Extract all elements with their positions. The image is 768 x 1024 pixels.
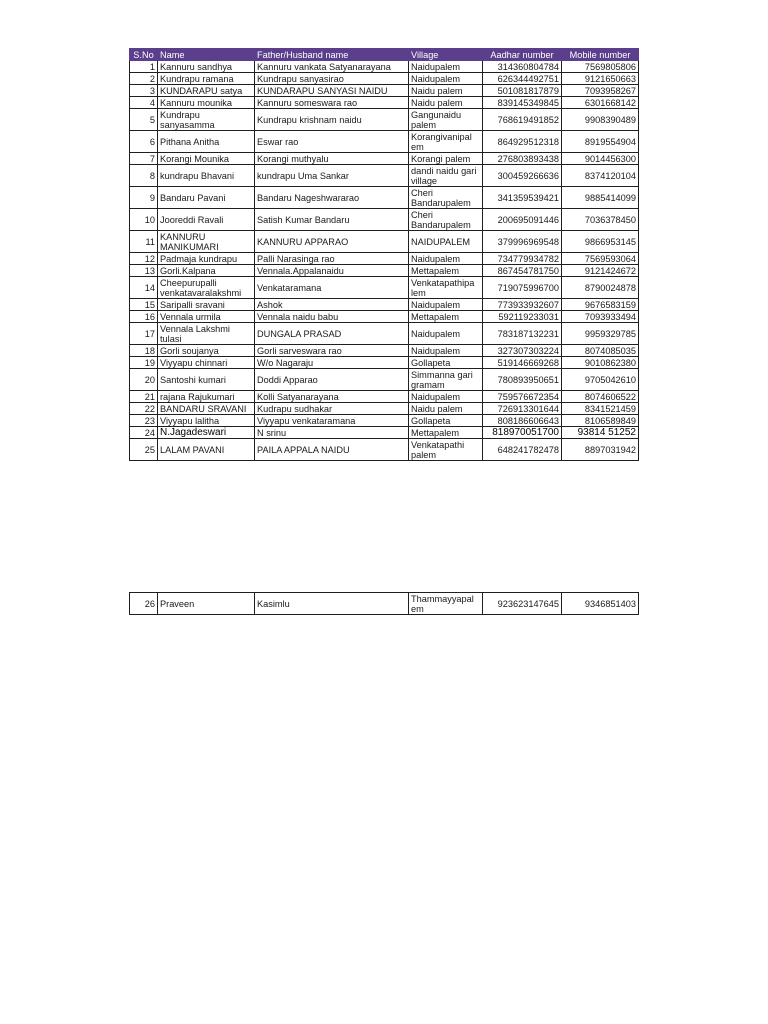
cell-aadhar: 780893950651 [483,369,562,391]
cell-sno: 3 [130,85,158,97]
cell-aadhar: 592119233031 [483,311,562,323]
table-row [130,357,639,369]
cell-aadhar: 626344492751 [483,73,562,85]
cell-village: Gangunaidu palem [409,109,483,131]
cell-mobile: 8074606522 [562,391,639,403]
table-row [130,85,639,97]
header-mobile: Mobile number [562,49,639,61]
cell-sno: 13 [130,265,158,277]
cell-father: PAILA APPALA NAIDU [255,439,409,461]
cell-name: Jooreddi Ravali [158,209,255,231]
cell-name: Praveen [158,593,255,615]
cell-name: LALAM PAVANI [158,439,255,461]
cell-father: Bandaru Nageshwararao [255,187,409,209]
cell-name: Kundrapu ramana [158,73,255,85]
cell-name: Viyyapu chinnari [158,357,255,369]
cell-mobile: 7569805806 [562,61,639,73]
cell-aadhar: 867454781750 [483,265,562,277]
cell-name: Padmaja kundrapu [158,253,255,265]
cell-mobile: 9885414099 [562,187,639,209]
cell-father: Eswar rao [255,131,409,153]
table-row [130,231,639,253]
cell-name: Korangi Mounika [158,153,255,165]
cell-sno: 18 [130,345,158,357]
cell-father: KANNURU APPARAO [255,231,409,253]
cell-father: Kannuru vankata Satyanarayana [255,61,409,73]
table-row [130,369,639,391]
cell-sno: 22 [130,403,158,415]
cell-aadhar: 327307303224 [483,345,562,357]
cell-mobile: 9908390489 [562,109,639,131]
cell-mobile: 8897031942 [562,439,639,461]
cell-father: Ashok [255,299,409,311]
cell-mobile: 7569593064 [562,253,639,265]
cell-name: Viyyapu lalitha [158,415,255,427]
table-row [130,415,639,427]
table-row [130,253,639,265]
cell-sno: 4 [130,97,158,109]
cell-name: kundrapu Bhavani [158,165,255,187]
cell-name: KUNDARAPU satya [158,85,255,97]
cell-name: rajana Rajukumari [158,391,255,403]
cell-mobile: 8106589849 [562,415,639,427]
cell-mobile: 9705042610 [562,369,639,391]
cell-aadhar: 783187132231 [483,323,562,345]
cell-name: Gorli.Kalpana [158,265,255,277]
cell-sno: 8 [130,165,158,187]
cell-name: Bandaru Pavani [158,187,255,209]
cell-name: KANNURU MANIKUMARI [158,231,255,253]
cell-village: Cheri Bandarupalem [409,187,483,209]
cell-village: Naidupalem [409,73,483,85]
cell-mobile: 8341521459 [562,403,639,415]
cell-aadhar: 341359539421 [483,187,562,209]
cell-village: Korangivanipal em [409,131,483,153]
cell-name: Pithana Anitha [158,131,255,153]
cell-name: BANDARU SRAVANI [158,403,255,415]
cell-aadhar: 768619491852 [483,109,562,131]
cell-aadhar: 200695091446 [483,209,562,231]
cell-father: Viyyapu venkataramana [255,415,409,427]
cell-mobile: 9014456300 [562,153,639,165]
cell-sno: 21 [130,391,158,403]
cell-mobile: 6301668142 [562,97,639,109]
cell-village: Mettapalem [409,265,483,277]
table-row [130,97,639,109]
cell-name: Kundrapu sanyasamma [158,109,255,131]
cell-aadhar: 276803893438 [483,153,562,165]
cell-sno: 25 [130,439,158,461]
cell-aadhar: 519146669268 [483,357,562,369]
header-father: Father/Husband name [255,49,409,61]
cell-aadhar: 759576672354 [483,391,562,403]
table-row [130,165,639,187]
table-row [130,187,639,209]
header-aadhar: Aadhar number [483,49,562,61]
cell-sno: 15 [130,299,158,311]
cell-sno: 14 [130,277,158,299]
cell-village: Korangi palem [409,153,483,165]
cell-aadhar: 818970051700 [483,427,562,439]
cell-village: dandi naidu gari village [409,165,483,187]
header-sno: S.No [130,49,158,61]
cell-aadhar: 379996969548 [483,231,562,253]
cell-sno: 17 [130,323,158,345]
cell-aadhar: 648241782478 [483,439,562,461]
cell-village: Naidu palem [409,403,483,415]
cell-aadhar: 501081817879 [483,85,562,97]
cell-father: kundrapu Uma Sankar [255,165,409,187]
cell-mobile: 8919554904 [562,131,639,153]
cell-aadhar: 923623147645 [483,593,562,615]
cell-father: Kudrapu sudhakar [255,403,409,415]
extra-table-body [130,593,639,615]
cell-father: Kolli Satyanarayana [255,391,409,403]
cell-father: Vennala.Appalanaidu [255,265,409,277]
cell-aadhar: 726913301644 [483,403,562,415]
cell-aadhar: 314360804784 [483,61,562,73]
cell-father: Kundrapu sanyasirao [255,73,409,85]
cell-father: Gorli sarveswara rao [255,345,409,357]
cell-sno: 23 [130,415,158,427]
cell-village: NAIDUPALEM [409,231,483,253]
cell-mobile: 93814 51252 [562,427,639,439]
cell-father: Kundrapu krishnam naidu [255,109,409,131]
cell-mobile: 7093958267 [562,85,639,97]
cell-aadhar: 808186606643 [483,415,562,427]
cell-village: Mettapalem [409,427,483,439]
cell-name: Saripalli sravani [158,299,255,311]
cell-sno: 12 [130,253,158,265]
cell-village: Gollapeta [409,357,483,369]
table-row [130,299,639,311]
cell-sno: 24 [130,427,158,439]
table-row [130,109,639,131]
cell-village: Mettapalem [409,311,483,323]
table-row [130,593,639,615]
cell-village: Naidupalem [409,253,483,265]
cell-mobile: 8374120104 [562,165,639,187]
cell-sno: 26 [130,593,158,615]
table-header-row [130,49,639,61]
cell-village: Venkatapathi palem [409,439,483,461]
cell-aadhar: 773933932607 [483,299,562,311]
cell-father: Kasimlu [255,593,409,615]
cell-name: Kannuru mounika [158,97,255,109]
cell-father: KUNDARAPU SANYASI NAIDU [255,85,409,97]
cell-mobile: 7093933494 [562,311,639,323]
cell-village: Cheri Bandarupalem [409,209,483,231]
table-row [130,277,639,299]
cell-mobile: 9676583159 [562,299,639,311]
table-row [130,439,639,461]
cell-village: Gollapeta [409,415,483,427]
table-row [130,427,639,439]
cell-aadhar: 734779934782 [483,253,562,265]
cell-father: Korangi muthyalu [255,153,409,165]
cell-mobile: 8790024878 [562,277,639,299]
table-row [130,73,639,85]
table-row [130,403,639,415]
cell-father: Palli Narasinga rao [255,253,409,265]
cell-name: Santoshi kumari [158,369,255,391]
cell-village: Venkatapathipa lem [409,277,483,299]
cell-sno: 7 [130,153,158,165]
cell-sno: 6 [130,131,158,153]
cell-name: N.Jagadeswari [158,427,255,439]
cell-name: Kannuru sandhya [158,61,255,73]
cell-mobile: 9959329785 [562,323,639,345]
cell-village: Naidupalem [409,299,483,311]
cell-father: Doddi Apparao [255,369,409,391]
table-row [130,391,639,403]
table-row [130,323,639,345]
header-name: Name [158,49,255,61]
cell-father: W/o Nagaraju [255,357,409,369]
cell-village: Naidu palem [409,97,483,109]
cell-village: Thammayyapal em [409,593,483,615]
cell-name: Vennala urmila [158,311,255,323]
cell-aadhar: 300459266636 [483,165,562,187]
cell-sno: 19 [130,357,158,369]
cell-mobile: 7036378450 [562,209,639,231]
table-row [130,265,639,277]
cell-village: Simmanna gari gramam [409,369,483,391]
cell-aadhar: 864929512318 [483,131,562,153]
cell-mobile: 9346851403 [562,593,639,615]
beneficiary-table [129,48,639,461]
cell-name: Vennala Lakshmi tulasi [158,323,255,345]
cell-father: Kannuru someswara rao [255,97,409,109]
cell-father: N srinu [255,427,409,439]
cell-mobile: 9866953145 [562,231,639,253]
cell-sno: 9 [130,187,158,209]
cell-village: Naidu palem [409,85,483,97]
cell-father: Vennala naidu babu [255,311,409,323]
table-row [130,131,639,153]
cell-sno: 1 [130,61,158,73]
cell-village: Naidupalem [409,391,483,403]
table-row [130,209,639,231]
table-body [130,61,639,461]
cell-father: DUNGALA PRASAD [255,323,409,345]
table-row [130,311,639,323]
cell-village: Naidupalem [409,61,483,73]
cell-mobile: 8074085035 [562,345,639,357]
cell-father: Venkataramana [255,277,409,299]
header-village: Village [409,49,483,61]
cell-mobile: 9121424672 [562,265,639,277]
cell-village: Naidupalem [409,323,483,345]
table-row [130,345,639,357]
cell-sno: 16 [130,311,158,323]
cell-mobile: 9010862380 [562,357,639,369]
cell-father: Satish Kumar Bandaru [255,209,409,231]
table-row [130,61,639,73]
cell-village: Naidupalem [409,345,483,357]
cell-sno: 2 [130,73,158,85]
cell-sno: 5 [130,109,158,131]
cell-name: Cheepurupalli venkatavaralakshmi [158,277,255,299]
cell-mobile: 9121650663 [562,73,639,85]
cell-sno: 11 [130,231,158,253]
table-row [130,153,639,165]
cell-sno: 20 [130,369,158,391]
cell-name: Gorli soujanya [158,345,255,357]
cell-aadhar: 839145349845 [483,97,562,109]
cell-sno: 10 [130,209,158,231]
cell-aadhar: 719075996700 [483,277,562,299]
extra-table [129,592,639,615]
